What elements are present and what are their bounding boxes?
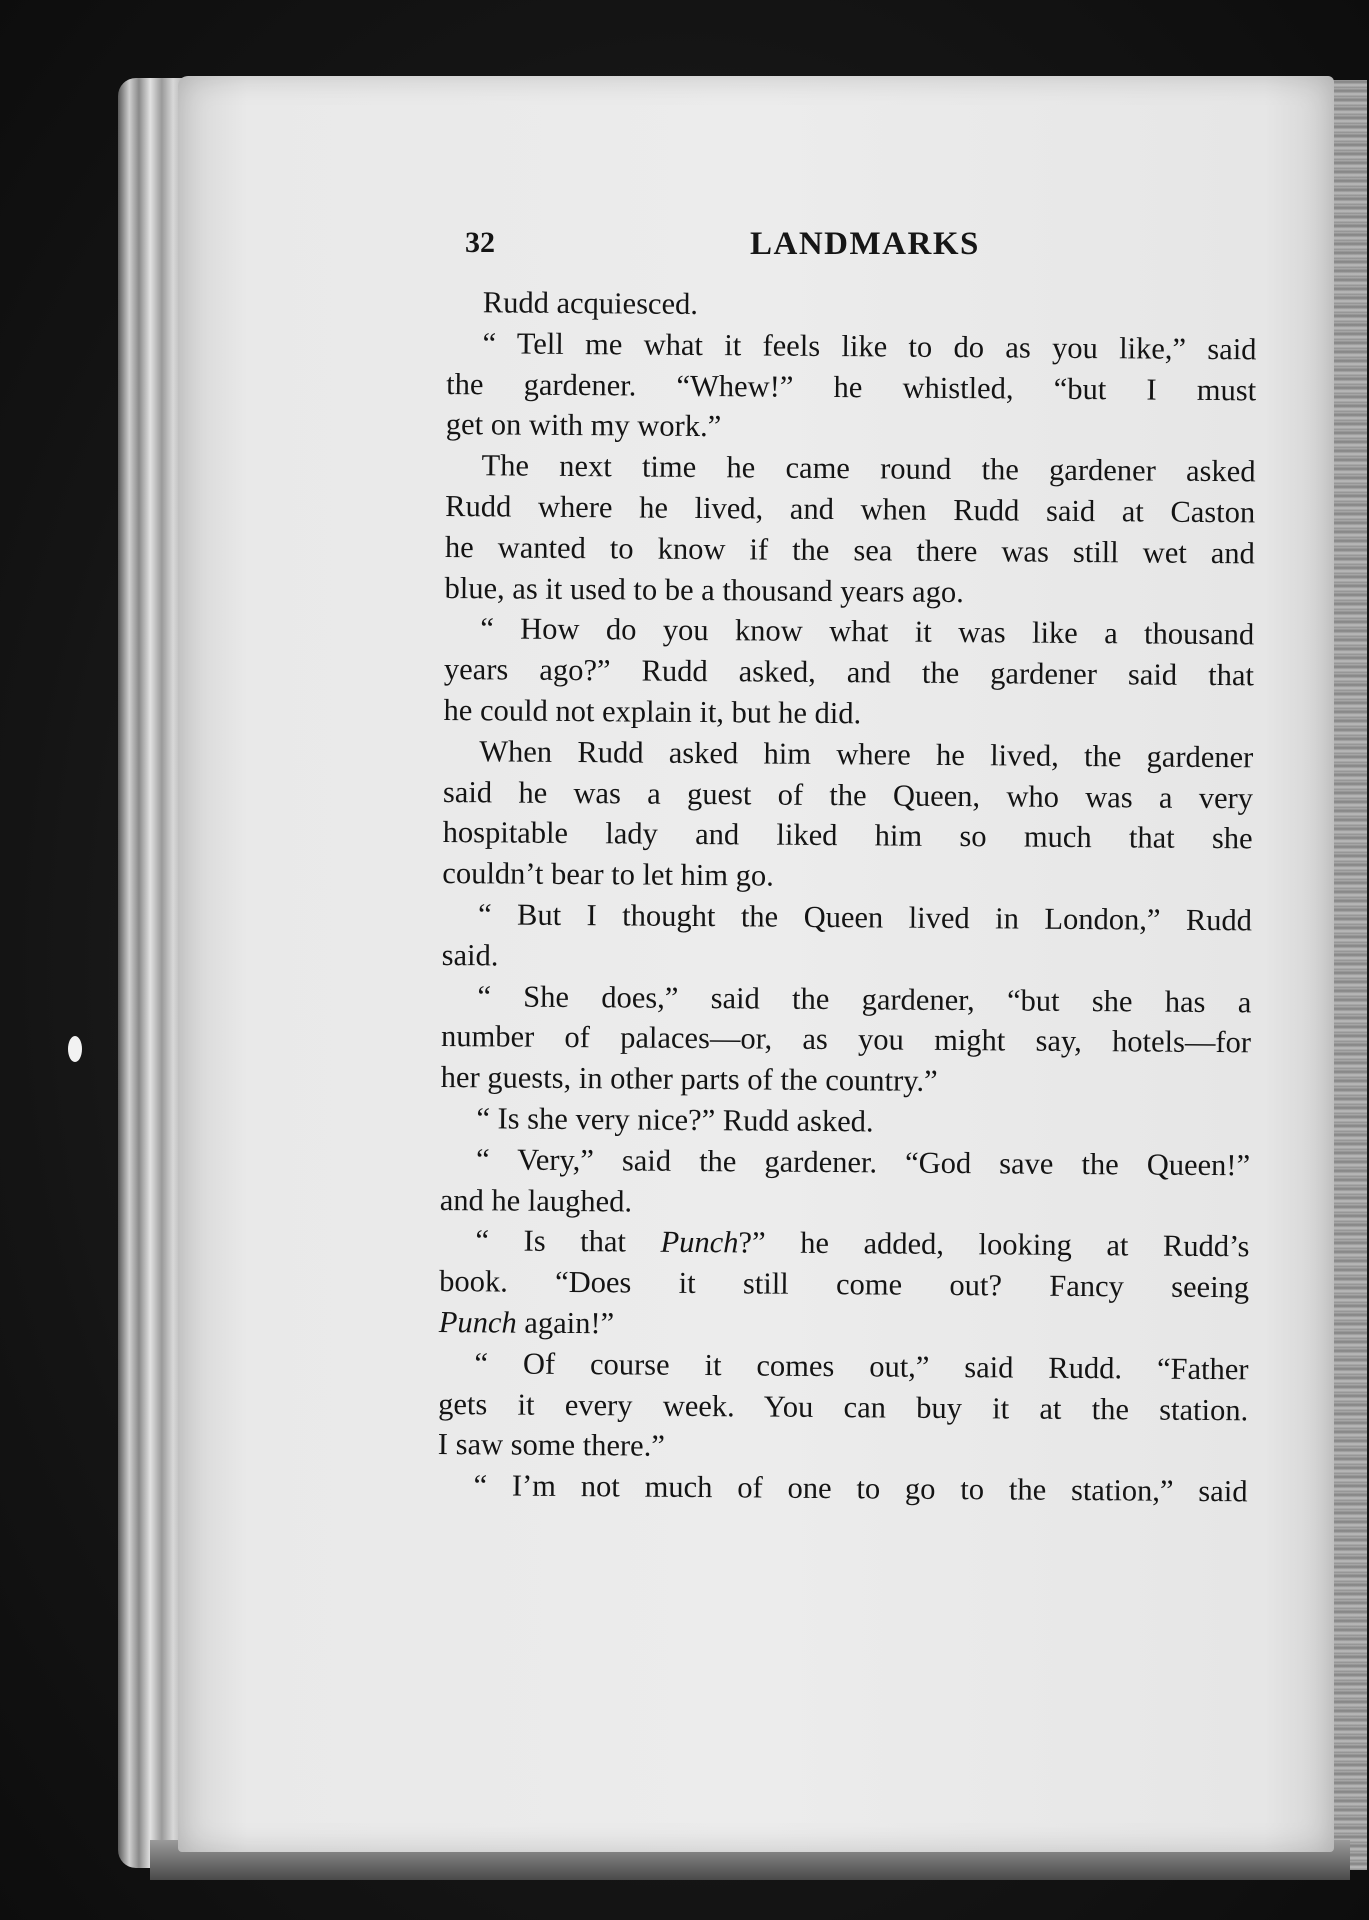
- text-lines-group-b: [437, 1343, 1248, 1513]
- text-line: get on with my work.”: [445, 407, 722, 444]
- text-line: “ Is she very nice?” Rudd asked.: [476, 1101, 874, 1139]
- text-line: her guests, in other parts of the country.”: [440, 1060, 938, 1099]
- text-line: “ How do you know what it was like a thousand: [480, 611, 1255, 652]
- body-text: [437, 282, 1257, 1512]
- page-number: 32: [465, 226, 495, 259]
- text-line: number of palaces—or, as you might say, hotels—for: [440, 1019, 1252, 1060]
- text-line: “ Very,” said the gardener. “God save the Queen!”: [475, 1141, 1251, 1183]
- text-line: couldn’t bear to let him go.: [442, 856, 774, 893]
- text-line: [439, 1302, 1249, 1349]
- text-line: The next time he came round the gardener asked: [481, 448, 1256, 489]
- text-line: hospitable lady and liked him so much that she: [442, 815, 1253, 856]
- paper-speck: [68, 1036, 82, 1062]
- text-line: gets it every week. You can buy it at the station.: [438, 1386, 1249, 1427]
- text-line: blue, as it used to be a thousand years ago.: [444, 570, 964, 609]
- text-fragment: again!”: [516, 1305, 615, 1341]
- italic-title: Punch: [438, 1304, 517, 1340]
- text-line: I saw some there.”: [437, 1427, 665, 1464]
- text-line: “ But I thought the Queen lived in London,” Rudd: [477, 897, 1253, 938]
- text-line: “ Of course it comes out,” said Rudd. “Father: [474, 1345, 1249, 1387]
- text-line: book. “Does it still come out? Fancy seeing: [439, 1264, 1250, 1305]
- text-fragment: ?” he added, looking at Rudd’s: [738, 1225, 1250, 1264]
- text-line: When Rudd asked him where he lived, the gardener: [479, 734, 1254, 775]
- text-lines-group-a: [440, 282, 1257, 1227]
- text-line: “ Tell me what it feels like to do as you like,” said: [482, 326, 1257, 367]
- page-header: [465, 222, 985, 272]
- text-line: “ She does,” said the gardener, “but she has a: [477, 978, 1252, 1019]
- text-line: said he was a guest of the Queen, who was a very: [442, 774, 1254, 815]
- text-line: the gardener. “Whew!” he whistled, “but I must: [446, 366, 1257, 407]
- running-head: LANDMARKS: [750, 226, 980, 262]
- text-line: “ I’m not much of one to go to the station,” said: [473, 1468, 1248, 1509]
- text-line: he wanted to know if the sea there was still wet and: [444, 529, 1256, 571]
- italic-title: Punch: [660, 1225, 739, 1260]
- text-line: said.: [441, 937, 499, 973]
- text-line: years ago?” Rudd asked, and the gardener said that: [443, 652, 1255, 693]
- text-line: [439, 1220, 1249, 1267]
- text-line: and he laughed.: [439, 1182, 633, 1219]
- text-fragment: “ Is that: [475, 1223, 661, 1260]
- text-line: Rudd acquiesced.: [482, 285, 699, 321]
- text-line: he could not explain it, but he did.: [443, 692, 862, 731]
- text-line: Rudd where he lived, and when Rudd said at Caston: [445, 488, 1256, 530]
